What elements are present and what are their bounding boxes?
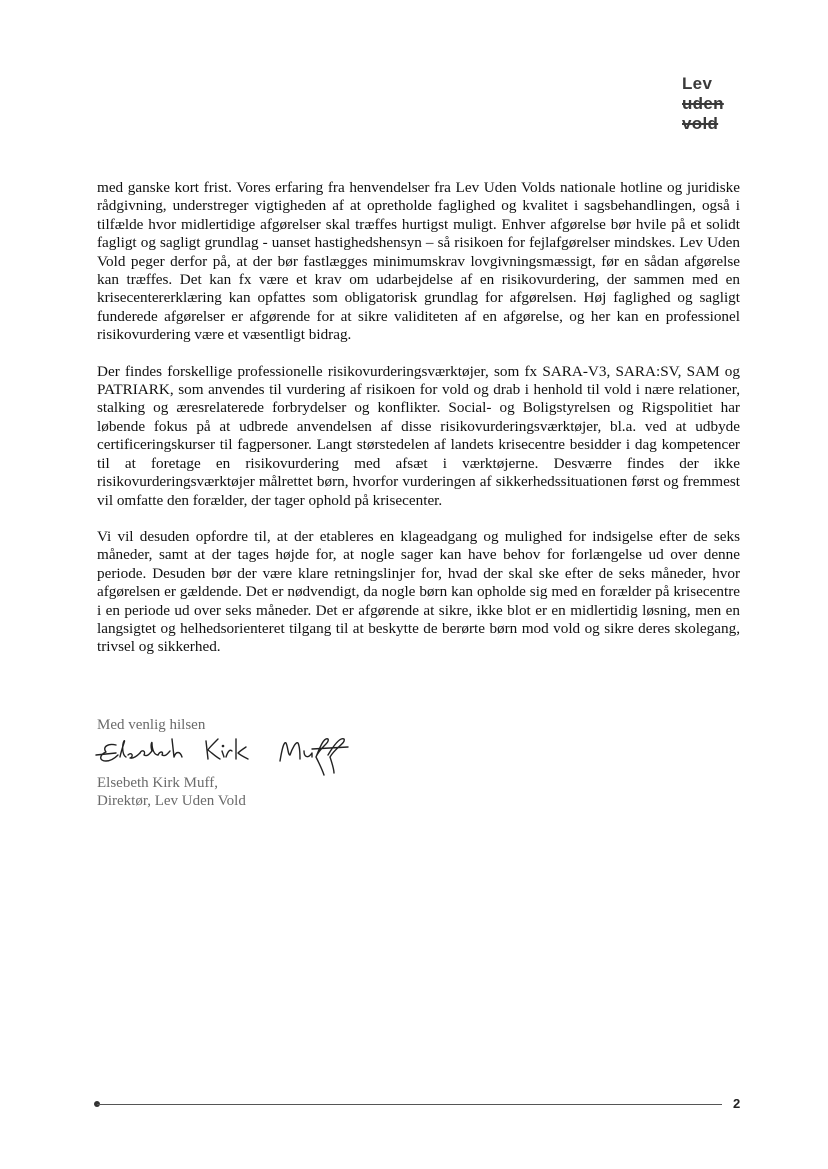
letter-body: [97, 179, 740, 675]
page-number: 2: [733, 1096, 741, 1111]
logo-word-uden: uden: [682, 94, 724, 113]
footer-divider: [97, 1104, 722, 1105]
signer-name: Elsebeth Kirk Muff,: [97, 775, 218, 791]
logo-word-lev: Lev: [682, 74, 713, 93]
paragraph-2: Der findes forskellige professionelle risikovurderingsværktøjer, som fx SARA-V3, SARA:SV, SAM og PATRIARK, som anvendes til vurdering af risikoen for vold og drab i henhold til vold i nære relationer, stalking og æresrelaterede forbrydelser og konflikter. Social- og Boligstyrelsen og Rigspolitiet har løbende fokus på at udbrede anvendelsen af disse risikovurderingsværktøjer, bl.a. ved at udbyde certificeringskurser til fagpersoner. Langt størstedelen af landets krisecentre besidder i dag kompetencer til at foretage en risikovurdering med afsæt i værktøjerne. Desværre findes der ikke risikovurderingsværktøjer målrettet børn, hvorfor vurderingen af sikkerhedssituationen først og fremmest vil omfatte den forælder, der tager ophold på krisecenter.: [97, 362, 740, 509]
handwritten-signature: [94, 733, 364, 777]
signer-title: Direktør, Lev Uden Vold: [97, 793, 246, 809]
signer-block: [97, 774, 246, 810]
logo-word-vold: vold: [682, 114, 719, 133]
organization-logo: [682, 74, 724, 134]
closing-greeting: Med venlig hilsen: [97, 717, 206, 733]
paragraph-1: med ganske kort frist. Vores erfaring fra henvendelser fra Lev Uden Volds nationale hotline og juridiske rådgivning, understreger vigtigheden af at opretholde faglighed og kvalitet i sagsbehandlingen, også i tilfælde hvor midlertidige afgørelser skal træffes hurtigst muligt. Enhver afgørelse bør hvile på et solidt fagligt og sagligt grundlag - uanset hastighedshensyn – så risikoen for fejlafgørelser mindskes. Lev Uden Vold peger derfor på, at der bør fastlægges minimumskrav lovgivningsmæssigt, før en sådan afgørelse kan træffes. Det kan fx være et krav om udarbejdelse af en risikovurdering, der sammen med en krisecentererklæring kan opfattes som obligatorisk grundlag for afgørelsen. Høj faglighed og sagligt funderede afgørelser er afgørende for at sikre validiteten af en afgørelse, og her kan en professionel risikovurdering være et væsentligt bidrag.: [97, 179, 740, 344]
paragraph-3: Vi vil desuden opfordre til, at der etableres en klageadgang og mulighed for indsigelse efter de seks måneder, samt at der tages højde for, at nogle sager kan have behov for forlængelse ud over denne periode. Desuden bør der være klare retningslinjer for, hvad der skal ske efter de seks måneder, hvor afgørelsen er gældende. Det er nødvendigt, da nogle børn kan opholde sig med en forælder på krisecentre i en periode ud over seks måneder. Det er afgørende at sikre, ikke blot er en midlertidig løsning, men en langsigtet og helhedsorienteret tilgang til at beskytte de berørte børn mod vold og sikre deres skolegang, trivsel og sikkerhed.: [97, 527, 740, 656]
